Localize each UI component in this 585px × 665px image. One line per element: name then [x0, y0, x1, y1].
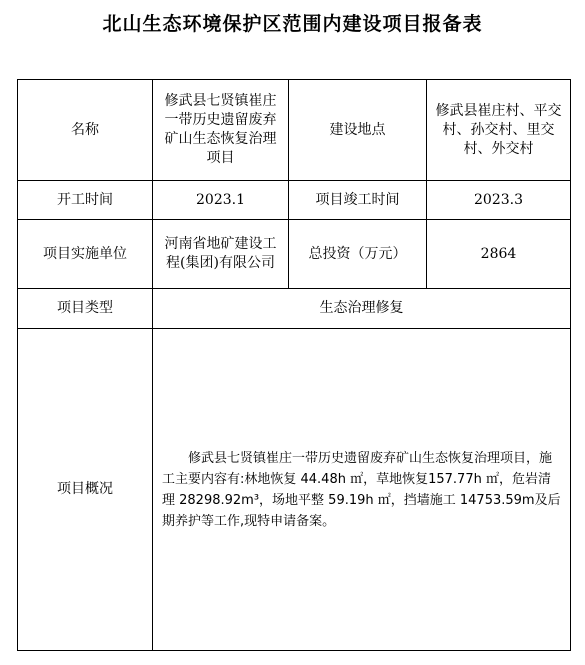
project-type-value: 生态治理修复	[153, 289, 571, 329]
total-investment-value: 2864	[427, 220, 571, 289]
location-label: 建设地点	[289, 80, 427, 181]
project-overview-text: 修武县七贤镇崔庄一带历史遗留废弃矿山生态恢复治理项目，施工主要内容有:林地恢复 44.48h ㎡，草地恢复157.77h ㎡，危岩清理 28298.92m³，场地平整 59.19h ㎡，挡墙施工 14753.59m及后期养护等工作,现特申请备案。	[162, 450, 561, 529]
table-row	[18, 80, 571, 181]
start-date-label: 开工时间	[18, 181, 153, 220]
name-value: 修武县七贤镇崔庄一带历史遗留废弃矿山生态恢复治理项目	[153, 80, 289, 181]
location-value: 修武县崔庄村、平交村、孙交村、里交村、外交村	[427, 80, 571, 181]
project-overview-label: 项目概况	[18, 329, 153, 651]
name-label: 名称	[18, 80, 153, 181]
implementing-unit-label: 项目实施单位	[18, 220, 153, 289]
table-row	[18, 220, 571, 289]
report-table	[17, 79, 571, 651]
table-row	[18, 181, 571, 220]
page-title: 北山生态环境保护区范围内建设项目报备表	[102, 13, 483, 35]
start-date-value: 2023.1	[153, 181, 289, 220]
project-type-label: 项目类型	[18, 289, 153, 329]
completion-date-value: 2023.3	[427, 181, 571, 220]
project-overview-cell	[153, 329, 571, 651]
total-investment-label: 总投资（万元）	[289, 220, 427, 289]
completion-date-label: 项目竣工时间	[289, 181, 427, 220]
table-row	[18, 329, 571, 651]
implementing-unit-value: 河南省地矿建设工程(集团)有限公司	[153, 220, 289, 289]
table-row	[18, 289, 571, 329]
